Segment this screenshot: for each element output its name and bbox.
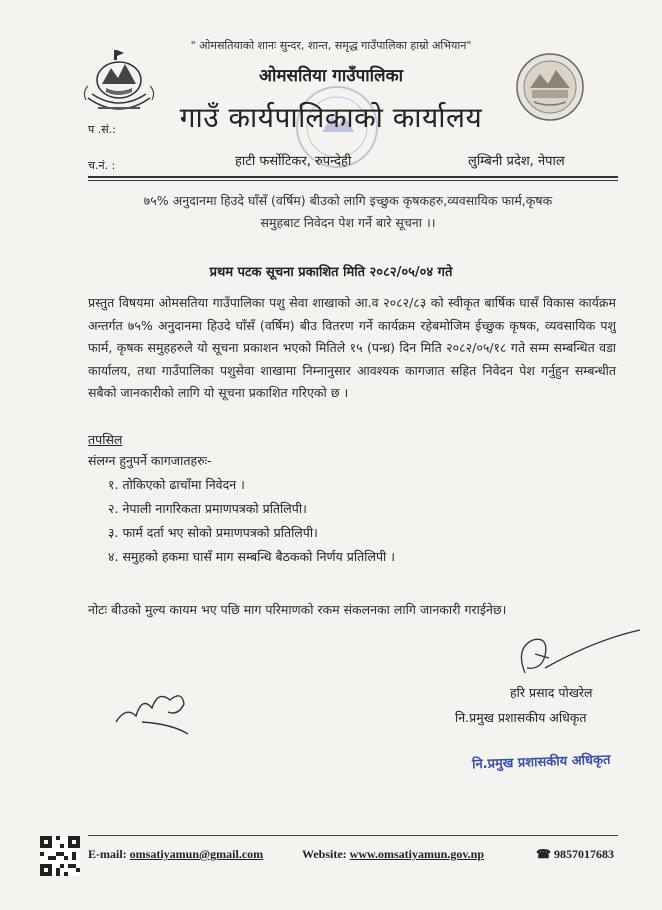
signer-title: नि.प्रमुख प्रशासकीय अधिकृत [455, 710, 587, 725]
notice-body: प्रस्तुत विषयमा ओमसतिया गाउँपालिका पशु सेवा शाखाको आ.व २०८२/८३ को स्वीकृत बार्षिक घासँ विकास कार्यक्रम अन्तर्गत ७५% अनुदानमा हिउदे घाँसँ (वर्षिम) बीउ वितरण गर्ने कार्यक्रम रहेबमोजिम ईच्छुक कृषक, व्यवसायिक पशु फार्म, कृषक समुहहरुले यो सूचना प्रकाशन भएको मितिले १५ (पन्ध्र) दिन मिति २०८२/०५/१८ गते सम्म सम्बन्धित वडा कार्यालय, तथा गाउँपालिका पशुसेवा शाखामा निम्नानुसार आवश्यक कागजात सहित निवेदन पेश गर्नुहुन सम्बन्धीत सबैको जानकारीको लागि यो सूचना प्रकाशित गरिएको छ । [88, 295, 616, 400]
patra-sankhya-label: प .सं.: [88, 123, 116, 136]
header-divider [88, 176, 618, 178]
website-label: Website: [302, 847, 347, 861]
attachment-item: ३. फार्म दर्ता भए सोको प्रमाणपत्रको प्रतिलिपी। [108, 525, 318, 540]
note: नोटः बीउको मुल्य कायम भए पछि माग परिमाणको रकम संकलनका लागि जानकारी गराईनेछ। [88, 602, 507, 617]
attachment-item: १. तोकिएको ढाचाँमा निवेदन । [108, 477, 245, 492]
officer-signature [505, 628, 645, 688]
footer-divider [88, 835, 618, 836]
office-title: गाउँ कार्यपालिकाको कार्यालय [179, 101, 483, 134]
email-link[interactable]: omsatiyamun@gmail.com [129, 847, 264, 861]
email-label: E-mail: [88, 847, 127, 861]
qr-code [40, 836, 80, 876]
notice-subject [78, 190, 618, 234]
phone-number: 9857017683 [553, 847, 614, 861]
signer-name: हरि प्रसाद पोखरेल [510, 685, 593, 700]
attachment-item: ४. समुहको हकमा घासँ माग सम्बन्धि बैठकको निर्णय प्रतिलिपी । [108, 549, 396, 564]
phone-row [536, 847, 614, 862]
designation-stamp: नि.प्रमुख प्रशासकीय अधिकृत [471, 752, 611, 773]
phone-icon: ☎ [536, 847, 551, 861]
slogan: " ओमसतियाको शानः सुन्दर, शान्त, समृद्ध गाउँपालिका हाम्रो अभियान" [190, 39, 472, 52]
header-divider-thin [88, 180, 618, 181]
chalani-label: च.नं. : [88, 159, 116, 172]
province: लुम्बिनी प्रदेश, नेपाल [468, 154, 565, 169]
subject-line-2: समुहबाट निवेदन पेश गर्ने बारे सूचना ।। [260, 215, 436, 230]
attachments-heading: संलग्न हुनुपर्ने कागजातहरुः- [88, 453, 212, 468]
website-link[interactable]: www.omsatiyamun.gov.np [349, 847, 485, 861]
office-name: ओमसतिया गाउँपालिका [258, 66, 404, 86]
email-row [88, 847, 263, 862]
publication-date: प्रथम पटक सूचना प्रकाशित मिति २०८२/०५/०४ गते [209, 265, 453, 280]
office-address: हाटी फर्सोटिकर, रुपन्देही [235, 154, 352, 169]
website-row [302, 847, 484, 862]
tapsil-heading: तपसिल [88, 432, 123, 447]
handwritten-initial [112, 682, 192, 742]
subject-line-1: ७५% अनुदानमा हिउदे घाँसँ (वर्षिम) बीउको लागि इच्छुक कृषकहरु,व्यवसायिक फार्म,कृषक [143, 193, 553, 208]
attachment-item: २. नेपाली नागरिकता प्रमाणपत्रको प्रतिलिपी। [108, 501, 307, 516]
